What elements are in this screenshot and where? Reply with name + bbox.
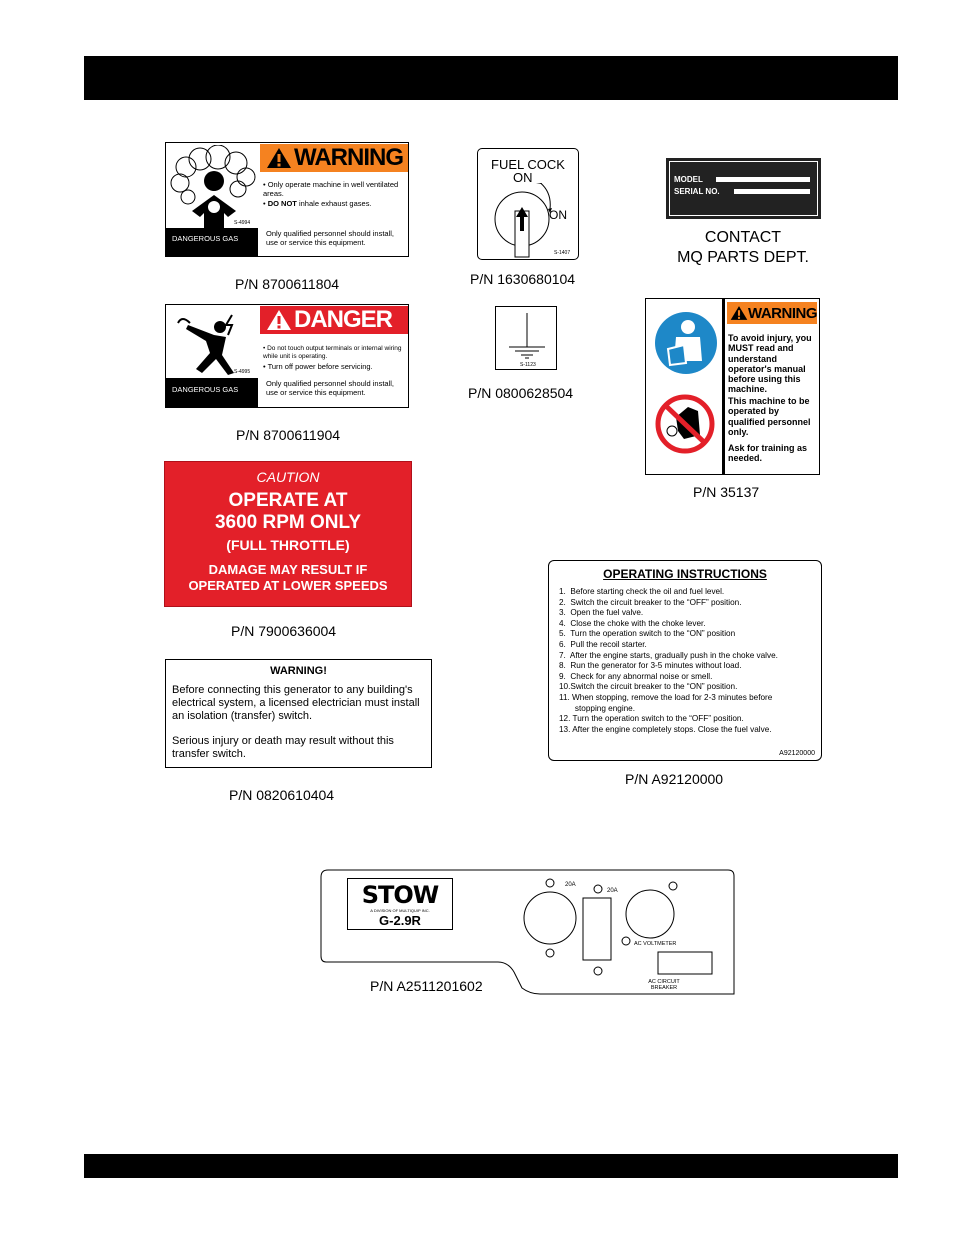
contact-line-1: CONTACT [704,229,782,246]
model-label: MODEL [674,175,703,184]
part-number: P/N A2511201602 [370,978,483,994]
caution-rpm-decal [164,461,412,607]
instruction-step: 8. Run the generator for 3-5 minutes without load. [559,661,742,671]
warning-manual-decal [645,298,820,475]
instruction-step: 9. Check for any abnormal noise or smell. [559,671,713,681]
warning-manual-text-2: This machine to be operated by qualified personnel only. [728,396,811,437]
qualified-personnel-text: Only qualified personnel should install, use or service this equipment. [266,229,394,247]
instruction-step: 12. Turn the operation switch to the “OFF” position. [559,714,744,724]
decal-code: S-1407 [554,250,571,256]
warning-bullet-1: • Only operate machine in well ventilated areas. [263,180,399,198]
warning-transfer-decal [165,659,432,768]
voltmeter-label: AC VOLTMETER [634,941,677,947]
caution-line-5: OPERATED AT LOWER SPEEDS [188,578,388,593]
fuel-cock-on-top: ON [513,170,533,185]
contact-line-2: MQ PARTS DEPT. [677,249,809,266]
warning-title: WARNING! [270,665,327,677]
part-number: P/N 35137 [693,484,760,500]
warning-triangle-icon [266,147,292,169]
warning-manual-text-1: To avoid injury, you MUST read and understand operator's manual before using this machine. [728,333,812,395]
danger-header-text: DANGER [294,306,393,333]
warning-header-text: WARNING [294,144,403,171]
warning-paragraph-2: Serious injury or death may result without this transfer switch. [172,735,394,760]
caution-line-2: 3600 RPM ONLY [214,512,362,533]
warning-manual-text-3: Ask for training as needed. [728,443,808,464]
ground-decal [495,306,557,370]
serial-blank [734,189,810,194]
instruction-step: 4. Close the choke with the choke lever. [559,618,706,628]
model-blank [716,177,810,182]
warning-triangle-icon [730,305,748,321]
exhaust-gas-person-icon [168,145,258,229]
decal-code: S-1123 [520,362,536,368]
stow-logo-box [347,878,453,930]
instruction-step: 3. Open the fuel valve. [559,608,644,618]
qualified-personnel-text: Only qualified personnel should install, use or service this equipment. [266,379,394,397]
stow-tagline: A DIVISION OF MULTIQUIP INC. [370,908,430,913]
instruction-step: 1. Before starting check the oil and fuel level. [559,587,725,596]
ground-icon [507,313,547,359]
part-number: P/N 8700611804 [235,276,340,292]
instruction-step: stopping engine. [559,703,636,713]
footer-bar [84,1154,898,1178]
instruction-step: 2. Switch the circuit breaker to the “OFF” position. [559,597,742,607]
warning-bullet-2: • DO NOT inhale exhaust gases. [263,199,372,208]
serial-label: SERIAL NO. [674,187,720,196]
instruction-step: 11. When stopping, remove the load for 2-3 minutes before [559,692,773,702]
danger-bullet-2: • Turn off power before servicing. [263,362,373,371]
caution-line-4: DAMAGE MAY RESULT IF [208,562,368,577]
part-number: P/N 0820610404 [229,787,335,803]
instruction-step: 5. Turn the operation switch to the “ON” position [559,629,736,639]
part-number: P/N 1630680104 [470,271,576,287]
part-number: P/N 0800628504 [468,385,574,401]
instructions-title: OPERATING INSTRUCTIONS [603,567,767,581]
model-serial-plate [666,158,821,219]
danger-electric-decal [165,304,409,408]
part-number: P/N 8700611904 [236,427,341,443]
warning-triangle-icon [266,309,292,331]
circuit-breaker-label: AC CIRCUIT BREAKER [648,979,680,991]
warning-paragraph-1: Before connecting this generator to any building's electrical system, a licensed electrician must install an isolation (transfer) switch. [172,684,420,722]
instruction-step: 13. After the engine completely stops. Close the fuel valve. [559,724,772,734]
stow-brand-logo: STOW [361,881,439,909]
instruction-step: 6. Pull the recoil starter. [559,639,647,649]
dangerous-gas-label: DANGEROUS GAS [166,228,258,256]
caution-line-1: OPERATE AT [228,490,348,511]
instruction-step: 7. After the engine starts, gradually push in the choke valve. [559,650,778,660]
instruction-step: 10.Switch the circuit breaker to the “ON” position. [559,682,738,692]
fuel-cock-on-side: ON [549,208,567,222]
dangerous-gas-label: DANGEROUS GAS [166,378,258,407]
warning-header-text: WARNING [748,304,817,322]
operating-instructions-decal [548,560,822,761]
header-bar [84,56,898,100]
decal-code: A92120000 [779,750,815,757]
danger-bullet-1: • Do not touch output terminals or internal wiring while unit is operating. [263,345,402,360]
warning-header [260,144,408,172]
fuel-cock-title: FUEL COCK [491,157,565,172]
model-name: G-2.9R [379,913,421,928]
amp-label-2: 20A [607,888,618,894]
decal-code: S-4994 [234,220,251,226]
danger-header [260,306,408,334]
warning-header [727,302,817,324]
part-number: P/N A92120000 [625,771,724,787]
warning-manual-divider [722,299,725,474]
warning-gas-decal [165,142,409,257]
read-manual-icon [654,311,718,375]
part-number: P/N 7900636004 [231,623,337,639]
no-hands-icon [654,393,716,455]
amp-label-1: 20A [565,882,576,888]
instructions-steps [559,587,811,735]
caution-line-3: (FULL THROTTLE) [226,537,350,553]
fuel-cock-decal [477,148,579,260]
caution-label: CAUTION [256,469,320,485]
decal-code: S-4995 [234,369,251,375]
